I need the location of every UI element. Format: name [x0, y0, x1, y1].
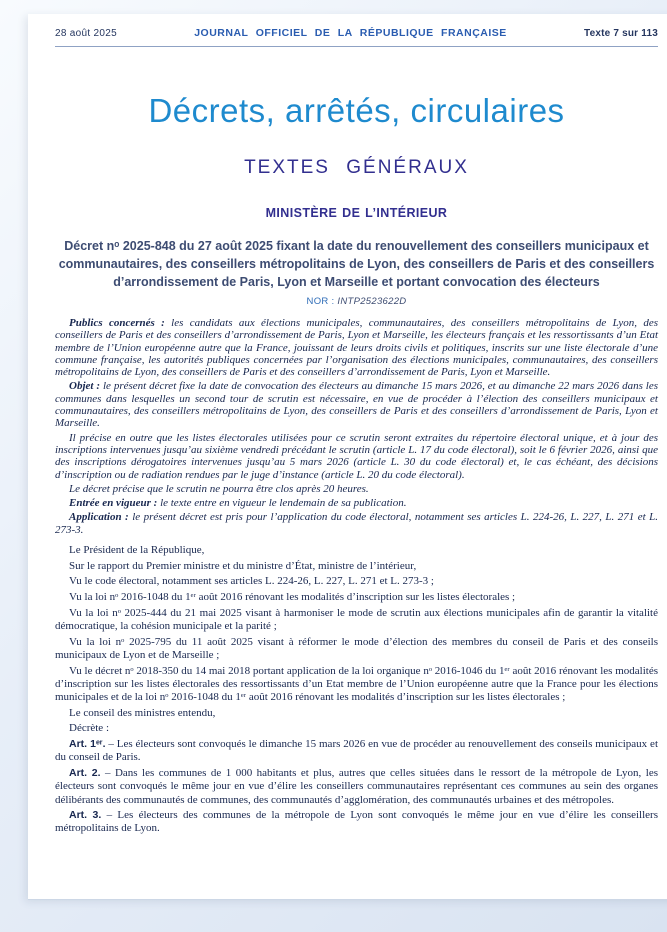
article-paragraph: [55, 767, 658, 807]
notice-text: Le décret précise que le scrutin ne pourra être clos après 20 heures.: [69, 482, 369, 495]
journal-title: JOURNAL OFFICIEL DE LA RÉPUBLIQUE FRANÇAISE: [194, 27, 507, 39]
notice-text: les candidats aux élections municipales, communautaires, des conseillers métropolitains de Lyon, des conseillers de Paris et des conseillers d’arrondissement de Paris, Lyon et Marseille, les électeurs français et les ressortissants d’un Etat membre de l’Union européenne autre que la France, jouissant de leurs droits civils et politiques, inscrits sur une liste électorale d’une commune française, les autorités publiques concernées par l’organisation des élections municipales, communautaires, des conseillers métropolitains de Lyon, des conseillers de Paris et des conseillers d’arrondissement de Paris, Lyon et Marseille.: [55, 317, 658, 379]
decree-body: [55, 544, 658, 836]
ministry-title: MINISTÈRE DE L’INTÉRIEUR: [265, 206, 448, 220]
notice-lead: Publics concernés :: [69, 317, 165, 329]
nor-line: [55, 296, 658, 307]
article-paragraph: [55, 809, 658, 835]
notice-paragraph: [55, 497, 658, 509]
running-header: [55, 27, 658, 39]
notice-lead: Entrée en vigueur :: [69, 497, 158, 510]
notice-paragraph: [55, 432, 658, 481]
nor-value: INTP2523622D: [337, 296, 407, 307]
article-label: Art. 1ᵉʳ.: [69, 738, 106, 751]
article-text: Les électeurs des communes de la métropole de Lyon sont convoqués le même jour en vue d’élire les conseillers métropolitains de Lyon.: [55, 809, 659, 835]
notice-paragraph: [55, 380, 658, 429]
visa-paragraph: Vu le code électoral, notamment ses articles L. 224-26, L. 227, L. 271 et L. 273-3 ;: [69, 575, 434, 588]
decree-word: Décrète :: [69, 722, 109, 735]
visa-paragraph: Vu le décret nᵒ 2018-350 du 14 mai 2018 portant application de la loi organique nᵒ 2016-1046 du 1ᵉʳ août 2016 rénovant les modalités d’inscription sur les listes électorales des ressortissants d’un Etat membre de l’Union européenne autre que la France pour les élections municipales et de la loi nᵒ 2016-1048 du 1ᵉʳ août 2016 rénovant les modalités d’inscription sur les listes électorales ;: [55, 664, 658, 704]
publication-date: 28 août 2025: [55, 28, 117, 39]
visa-paragraph: Vu la loi nᵒ 2025-444 du 21 mai 2025 visant à harmoniser le mode de scrutin aux élections municipales afin de garantir la vitalité démocratique, la cohésion municipale et la parité ;: [55, 606, 658, 633]
article-paragraph: [55, 738, 658, 764]
notice-text: le présent décret fixe la date de convocation des électeurs au dimanche 15 mars 2026, et au dimanche 22 mars 2026 dans les communes dans lesquelles un second tour de scrutin est nécessaire, en vue de procéder à l’élection des conseillers municipaux et communautaires, des conseillers métropolitains de Lyon, des conseillers de Paris et des conseillers d’arrondissement de Paris, Lyon et Marseille.: [55, 380, 658, 430]
article-text: Les électeurs sont convoqués le dimanche 15 mars 2026 en vue de procéder au renouvellement des conseils municipaux et du conseil de Paris.: [55, 738, 658, 764]
notice-text: le texte entre en vigueur le lendemain de sa publication.: [160, 497, 407, 510]
article-separator: –: [106, 809, 113, 822]
decree-title: Décret nᵒ 2025-848 du 27 août 2025 fixant la date du renouvellement des conseillers municipaux et communautaires, des conseillers métropolitains de Lyon, des conseillers de Paris et des conseillers d’arrondissement de Paris, Lyon et Marseille et portant convocation des électeurs: [58, 239, 655, 289]
article-separator: –: [104, 767, 111, 780]
visa-paragraph: Vu la loi nᵒ 2025-795 du 11 août 2025 visant à réformer le mode d’élection des membres du conseil de Paris et des conseils municipaux de Lyon et de Marseille ;: [55, 635, 658, 661]
notice-paragraph: [55, 317, 658, 378]
notice-text: le présent décret est pris pour l’application du code électoral, notamment ses articles L. 224-26, L. 227, L. 271 et L. 273-3.: [55, 511, 658, 536]
notice-paragraph: [55, 483, 658, 495]
text-number-ref: Texte 7 sur 113: [584, 28, 658, 39]
article-text: Dans les communes de 1 000 habitants et plus, autres que celles situées dans le ressort de la métropole de Lyon, les électeurs sont convoqués le même jour en vue d’élire les conseillers communautaires représentant ces communes au sein des organes délibérants des communautés de communes, des communautés d’agglomération, des communautés urbaines et des métropoles.: [55, 767, 659, 806]
article-separator: –: [108, 738, 114, 751]
nor-label: NOR :: [306, 296, 338, 307]
notice-section: [55, 317, 658, 536]
body-paragraph: Le conseil des ministres entendu,: [69, 706, 216, 719]
notice-paragraph: [55, 511, 658, 536]
notice-text: Il précise en outre que les listes électorales utilisées pour ce scrutin seront extraites du répertoire électoral unique, et à jour des inscriptions intervenues jusqu’au sixième vendredi précédant le scrutin (article L. 17 du code électoral), soit le 6 février 2026, ainsi que des inscriptions dérogatoires intervenues jusqu’au 5 mars 2026 (article L. 30 du code électoral) et, le cas échéant, des décisions d’inscription ou de radiation rendues par le juge d’instance (article L. 20 du code électoral).: [55, 431, 658, 481]
journal-page: [28, 14, 667, 900]
header-divider: [55, 46, 658, 47]
section-title: TEXTES GÉNÉRAUX: [244, 157, 469, 178]
body-paragraph: Sur le rapport du Premier ministre et du ministre d’État, ministre de l’intérieur,: [69, 559, 417, 572]
page-title: Décrets, arrêtés, circulaires: [148, 92, 565, 129]
notice-lead: Application :: [69, 511, 129, 524]
body-paragraph: Le Président de la République,: [69, 544, 205, 557]
visa-paragraph: Vu la loi nᵒ 2016-1048 du 1ᵉʳ août 2016 rénovant les modalités d’inscription sur les listes électorales ;: [69, 591, 516, 604]
notice-lead: Objet :: [69, 380, 101, 393]
article-label: Art. 3.: [69, 809, 102, 822]
article-label: Art. 2.: [69, 767, 101, 780]
